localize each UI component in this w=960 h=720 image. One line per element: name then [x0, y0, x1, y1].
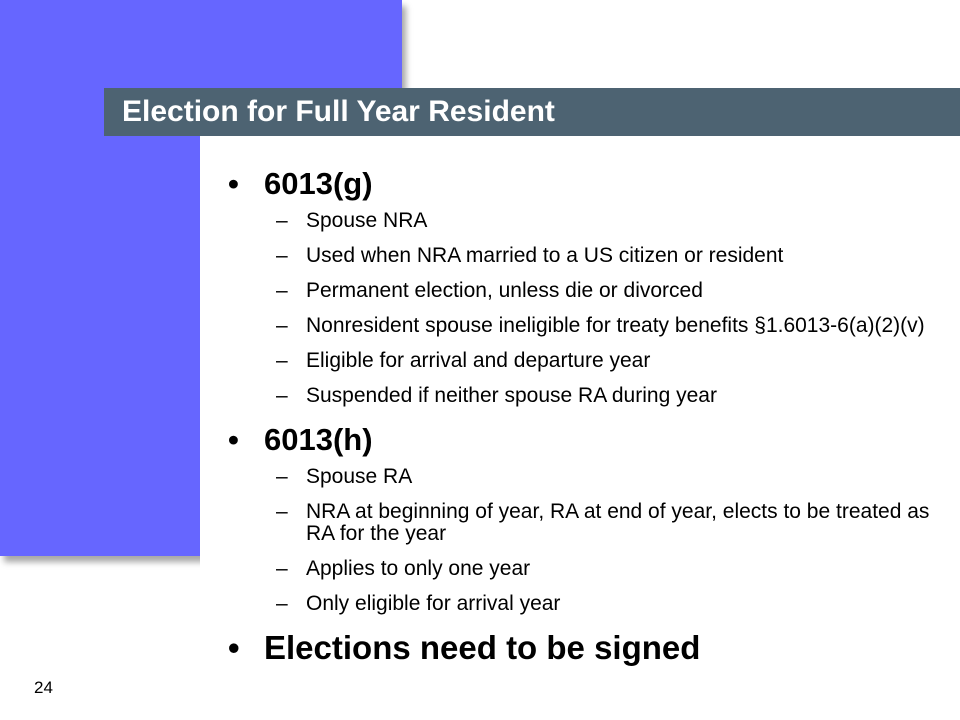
list-item-text: Used when NRA married to a US citizen or resident	[306, 244, 784, 267]
list-item-text: Only eligible for arrival year	[306, 592, 561, 615]
dash-icon: –	[276, 592, 288, 615]
list-item	[276, 245, 948, 267]
list-item-text: Permanent election, unless die or divorced	[306, 279, 703, 302]
bullet-heading: 6013(g)	[264, 166, 373, 201]
dash-icon: –	[276, 349, 288, 372]
list-item	[276, 466, 948, 488]
bullet-6013g	[228, 164, 948, 204]
sub-list-6013h	[228, 466, 948, 615]
slide-title: Election for Full Year Resident	[122, 95, 555, 128]
title-bar	[104, 88, 960, 136]
bullet-heading: 6013(h)	[264, 422, 373, 457]
list-item	[276, 593, 948, 615]
list-item-text: NRA at beginning of year, RA at end of year, elects to be treated as RA for the year	[306, 500, 930, 545]
dash-icon: –	[276, 244, 288, 267]
list-item-text: Nonresident spouse ineligible for treaty benefits §1.6013-6(a)(2)(v)	[306, 314, 925, 337]
sub-list-6013g	[228, 210, 948, 407]
list-item-text: Eligible for arrival and departure year	[306, 349, 651, 372]
dash-icon: –	[276, 465, 288, 488]
dash-icon: –	[276, 500, 288, 523]
list-item	[276, 558, 948, 580]
list-item-text: Spouse RA	[306, 465, 413, 488]
bullet-dot-icon: •	[228, 166, 239, 201]
slide-content	[228, 164, 948, 668]
dash-icon: –	[276, 279, 288, 302]
list-item-text: Applies to only one year	[306, 557, 531, 580]
dash-icon: –	[276, 314, 288, 337]
list-item	[276, 385, 948, 407]
bullet-heading: Elections need to be signed	[264, 629, 701, 666]
bullet-elections-signed	[228, 628, 948, 668]
list-item	[276, 501, 948, 545]
page-number: 24	[34, 678, 53, 697]
list-item	[276, 210, 948, 232]
dash-icon: –	[276, 384, 288, 407]
bullet-6013h	[228, 420, 948, 460]
dash-icon: –	[276, 209, 288, 232]
list-item-text: Spouse NRA	[306, 209, 428, 232]
list-item	[276, 280, 948, 302]
list-item	[276, 315, 948, 337]
list-item-text: Suspended if neither spouse RA during year	[306, 384, 717, 407]
dash-icon: –	[276, 557, 288, 580]
list-item	[276, 350, 948, 372]
bullet-dot-icon: •	[228, 629, 240, 666]
bullet-dot-icon: •	[228, 422, 239, 457]
